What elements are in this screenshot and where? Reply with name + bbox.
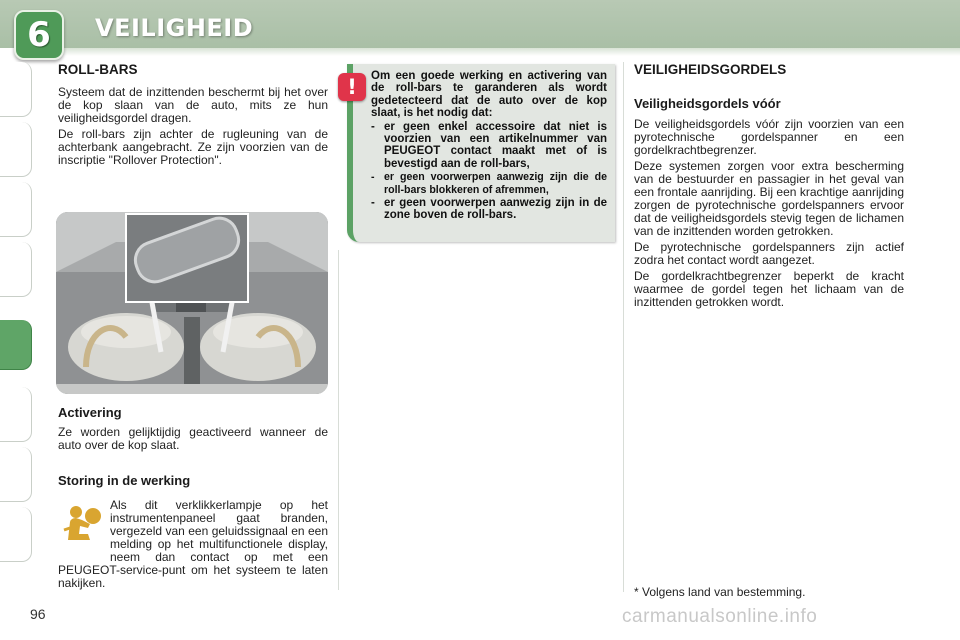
storing-paragraph: Als dit verklikkerlampje op het instrumentenpaneel gaat branden, vergezeld van een geluidssignaal en een melding op het multifunctionele display, neem dan contact op met een PEUGEOT-service-punt om het systeem te laten nakijken. xyxy=(58,498,328,590)
rollbars-paragraph-1: Systeem dat de inzittenden beschermt bij het over de kop slaan van de auto, mits ze hun veiligheidsgordel dragen. xyxy=(58,85,328,125)
chapter-tabs xyxy=(0,62,34,582)
chapter-tab-6-active[interactable] xyxy=(0,320,32,370)
warning-exclamation-symbol: ! xyxy=(347,75,357,99)
seatbelts-paragraph-3: De pyrotechnische gordelspanners zijn actief zodra het contact wordt aangezet. xyxy=(634,240,904,267)
storing-heading: Storing in de werking xyxy=(58,473,191,488)
activering-text: Ze worden gelijktijdig geactiveerd wanneer de auto over de kop slaat. xyxy=(58,425,328,452)
chapter-tab-4[interactable] xyxy=(0,242,32,297)
seatbelts-paragraph-2: Deze systemen zorgen voor extra bescherming van de bestuurder en passagier in het geval van een frontale aanrijding. Bij een krachtige aanrijding zorgen de pyrotechnische gordelspanners ervoor dat de veiligheidsgordels stevig tegen de lichamen van de inzittenden worden getrokken. xyxy=(634,159,904,238)
column-divider-2 xyxy=(623,62,624,592)
storing-icon-spacer xyxy=(58,499,110,552)
warning-intro: Om een goede werking en activering van de roll-bars te garanderen als wordt gedetecteerd dat de auto over de kop slaat, is het nodig dat: xyxy=(371,70,607,120)
warning-box xyxy=(347,64,615,242)
rollbars-illustration xyxy=(56,212,328,394)
rollbars-heading: ROLL-BARS xyxy=(58,62,138,77)
chapter-tab-7[interactable] xyxy=(0,387,32,442)
watermark: carmanualsonline.info xyxy=(622,606,818,627)
warning-item-2-text: er geen voorwerpen aanwezig zijn die de roll-bars blokkeren of afremmen, xyxy=(384,171,607,196)
storing-text xyxy=(58,499,328,590)
warning-exclamation-icon xyxy=(338,73,366,101)
warning-item-3: - er geen voorwerpen aanwezig zijn in de zone boven de roll-bars. xyxy=(371,197,607,222)
footnote: * Volgens land van bestemming. xyxy=(634,585,806,599)
front-seatbelts-heading: Veiligheidsgordels vóór xyxy=(634,96,781,111)
seatbelts-paragraph-1: De veiligheidsgordels vóór zijn voorzien van een pyrotechnische gordelspanner en een gordelkrachtbegrenzer. xyxy=(634,117,904,157)
warning-list xyxy=(371,121,607,222)
activering-heading: Activering xyxy=(58,405,122,420)
warning-item-3-text: er geen voorwerpen aanwezig zijn in de zone boven de roll-bars. xyxy=(384,197,607,222)
chapter-tab-9[interactable] xyxy=(0,507,32,562)
seatbelts-text xyxy=(634,118,904,312)
warning-item-1-text: er geen enkel accessoire dat niet is voorzien van een artikelnummer van PEUGEOT contact maakt met of is bevestigd aan de roll-bars, xyxy=(384,120,607,170)
chapter-number: 6 xyxy=(27,15,51,55)
chapter-tab-3[interactable] xyxy=(0,182,32,237)
column-divider-1 xyxy=(338,250,339,590)
rollbars-text xyxy=(58,86,328,170)
chapter-title: VEILIGHEID xyxy=(95,14,254,42)
header-shadow xyxy=(60,48,960,56)
warning-item-1: - er geen enkel accessoire dat niet is voorzien van een artikelnummer van PEUGEOT contact maakt met of is bevestigd aan de roll-bars, xyxy=(371,120,607,170)
page-number: 96 xyxy=(30,606,46,622)
seatbelts-heading: VEILIGHEIDSGORDELS xyxy=(634,62,787,77)
car-interior-rollbars-image xyxy=(56,212,328,394)
rollbars-paragraph-2: De roll-bars zijn achter de rugleuning van de achterbank aangebracht. Ze zijn voorzien van de inscriptie "Rollover Protection". xyxy=(58,127,328,167)
chapter-tab-1[interactable] xyxy=(0,62,32,117)
seatbelts-paragraph-4: De gordelkrachtbegrenzer beperkt de kracht waarmee de gordel tegen het lichaam van de inzittenden getrokken wordt. xyxy=(634,269,904,309)
chapter-badge xyxy=(14,10,64,60)
warning-item-2: - er geen voorwerpen aanwezig zijn die de roll-bars blokkeren of afremmen, xyxy=(371,171,607,196)
chapter-tab-8[interactable] xyxy=(0,447,32,502)
chapter-tab-2[interactable] xyxy=(0,122,32,177)
